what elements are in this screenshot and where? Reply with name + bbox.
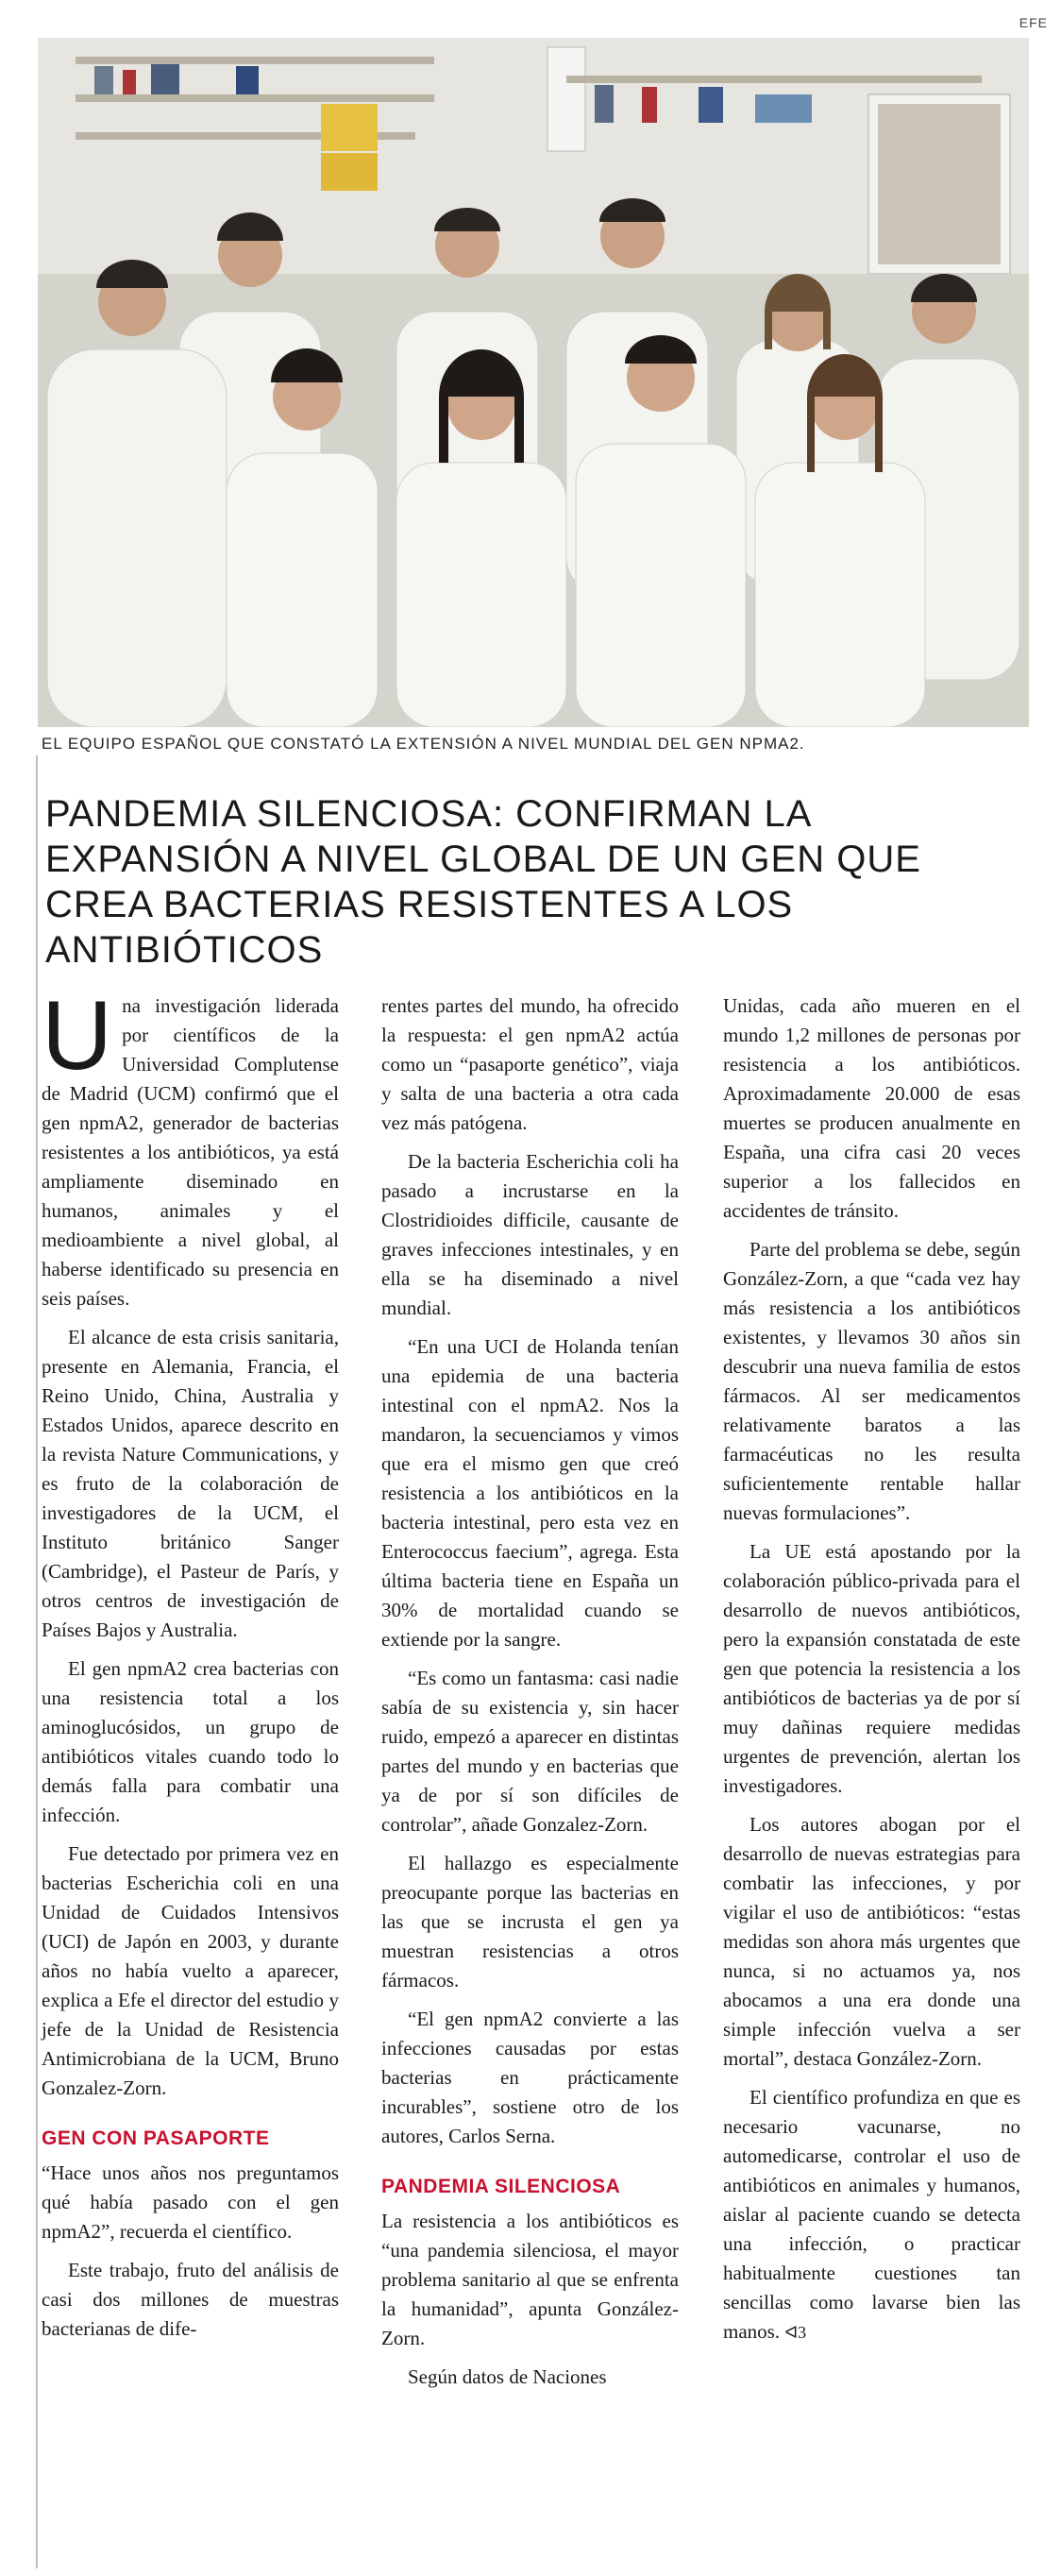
paragraph: Este trabajo, fruto del análisis de casi dos millones de muestras bacterianas de dife- (42, 2259, 339, 2340)
section-heading: PANDEMIA SILENCIOSA (381, 2176, 621, 2197)
article-column-2 (381, 991, 679, 2401)
paragraph: El alcance de esta crisis sanitaria, presente en Alemania, Francia, el Reino Unido, China, Australia y Estados Unidos, aparece descrito en la revista Nature Communications, y es fruto de la colaboración de investigadores de la UCM, el Instituto británico Sanger (Cambridge), el Pasteur de París, y otros centros de investigación de Países Bajos y Australia. (42, 1326, 339, 1641)
photo-caption: EL EQUIPO ESPAÑOL QUE CONSTATÓ LA EXTENSIÓN A NIVEL MUNDIAL DEL GEN NPMA2. (42, 735, 805, 753)
team-photo (38, 38, 1029, 727)
paragraph: “El gen npmA2 convierte a las infecciones causadas por estas bacterias en prácticamente incurables”, sostiene otro de los autores, Carlos Serna. (381, 2008, 679, 2147)
paragraph: Fue detectado por primera vez en bacterias Escherichia coli en una Unidad de Cuidados Intensivos (UCI) de Japón en 2003, y durante años no había vuelto a aparecer, explica a Efe el director del estudio y jefe de la Unidad de Resistencia Antimicrobiana de la UCM, Bruno Gonzalez-Zorn. (42, 1842, 339, 2099)
column-rule (36, 755, 38, 2568)
headline: PANDEMIA SILENCIOSA: CONFIRMAN LA EXPANSIÓN A NIVEL GLOBAL DE UN GEN QUE CREA BACTERIAS RESISTENTES A LOS ANTIBIÓTICOS (45, 793, 921, 971)
paragraph: Los autores abogan por el desarrollo de nuevas estrategias para combatir las infecciones, y por vigilar el uso de antibióticos: “estas medidas son ahora más urgentes que nunca, si no actuamos ya, nos abocamos a una era donde una simple infección vuelva a ser mortal”, destaca González-Zorn. (723, 1813, 1020, 2070)
article-body (42, 981, 1031, 2550)
paragraph: La UE está apostando por la colaboración público-privada para el desarrollo de nuevos antibióticos, pero la expansión constatada de este gen que potencia la resistencia a los antibióticos de bacterias ya de por sí muy dañinas requiere medidas urgentes de prevención, alertan los investigadores. (723, 1540, 1020, 1797)
section-heading: GEN CON PASAPORTE (42, 2127, 270, 2149)
paragraph: Parte del problema se debe, según González-Zorn, a que “cada vez hay más resistencia a los antibióticos existentes, y llevamos 30 años sin descubrir una nueva familia de estos fármacos. Al ser medicamentos relativamente baratos a las farmacéuticas no les resulta suficientemente rentable hallar nuevas formulaciones”. (723, 1238, 1020, 1524)
end-of-article-mark: ᐊ3 (784, 2323, 807, 2342)
paragraph (42, 981, 339, 1313)
paragraph: rentes partes del mundo, ha ofrecido la respuesta: el gen npmA2 actúa como un “pasaporte genético”, viaja y salta de una bacteria a otra cada vez más patógena. (381, 994, 679, 1134)
paragraph: Según datos de Naciones (408, 2365, 607, 2388)
paragraph: La resistencia a los antibióticos es “una pandemia silenciosa, el mayor problema sanitario al que se enfrenta la humanidad”, apunta González-Zorn. (381, 2210, 679, 2349)
paragraph-text: na investigación liderada por científicos de la Universidad Complutense de Madrid (UCM) confirmó que el gen npmA2, generador de bacterias resistentes a los antibióticos, ya está ampliamente diseminado en humanos, animales y el medioambiente a nivel global, al haberse identificado su presencia en seis países. (42, 994, 339, 1310)
paragraph: “Es como un fantasma: casi nadie sabía de su existencia y, sin hacer ruido, empezó a aparecer en distintas partes del mundo y en bacterias que ya de por sí son difíciles de controlar”, añade Gonzalez-Zorn. (381, 1667, 679, 1836)
drop-cap: U (42, 981, 113, 1091)
paragraph: De la bacteria Escherichia coli ha pasado a incrustarse en la Clostridioides difficile, causante de graves infecciones intestinales, y en ella se ha diseminado a nivel mundial. (381, 1150, 679, 1319)
paragraph: El gen npmA2 crea bacterias con una resistencia total a los aminoglucósidos, un grupo de antibióticos vitales cuando todo lo demás falla para combatir una infección. (42, 1657, 339, 1826)
article-column-3 (723, 991, 1020, 2357)
paragraph: Unidas, cada año mueren en el mundo 1,2 millones de personas por resistencia a los antibióticos. Aproximadamente 20.000 de esas muertes se producen anualmente en España, una cifra casi 20 veces superior a los fallecidos en accidentes de tránsito. (723, 994, 1020, 1222)
lab-team-photo-illustration (38, 38, 1029, 727)
paragraph: El hallazgo es especialmente preocupante porque las bacterias en las que se incrusta el gen ya muestran resistencias a otros fármacos. (381, 1852, 679, 1991)
paragraph: “En una UCI de Holanda tenían una epidemia de una bacteria intestinal con el npmA2. Nos la mandaron, la secuenciamos y vimos que era el mismo gen que creó resistencia a los antibióticos en la bacteria intestinal, pero esta vez en Enterococcus faecium”, agrega. Esta última bacteria tiene en España un 30% de mortalidad cuando se extiende por la sangre. (381, 1335, 679, 1651)
paragraph-text: El científico profundiza en que es necesario vacunarse, no automedicarse, controlar el uso de antibióticos en animales y humanos, aislar al paciente cuando se detecta una infección, o practicar habitualmente cuestiones tan sencillas como lavarse bien las manos. (723, 2086, 1020, 2343)
paragraph: “Hace unos años nos preguntamos qué había pasado con el gen npmA2”, recuerda el científico. (42, 2161, 339, 2243)
article-column-1 (42, 981, 339, 2353)
photo-credit: EFE (1019, 15, 1048, 30)
paragraph (723, 2083, 1020, 2347)
